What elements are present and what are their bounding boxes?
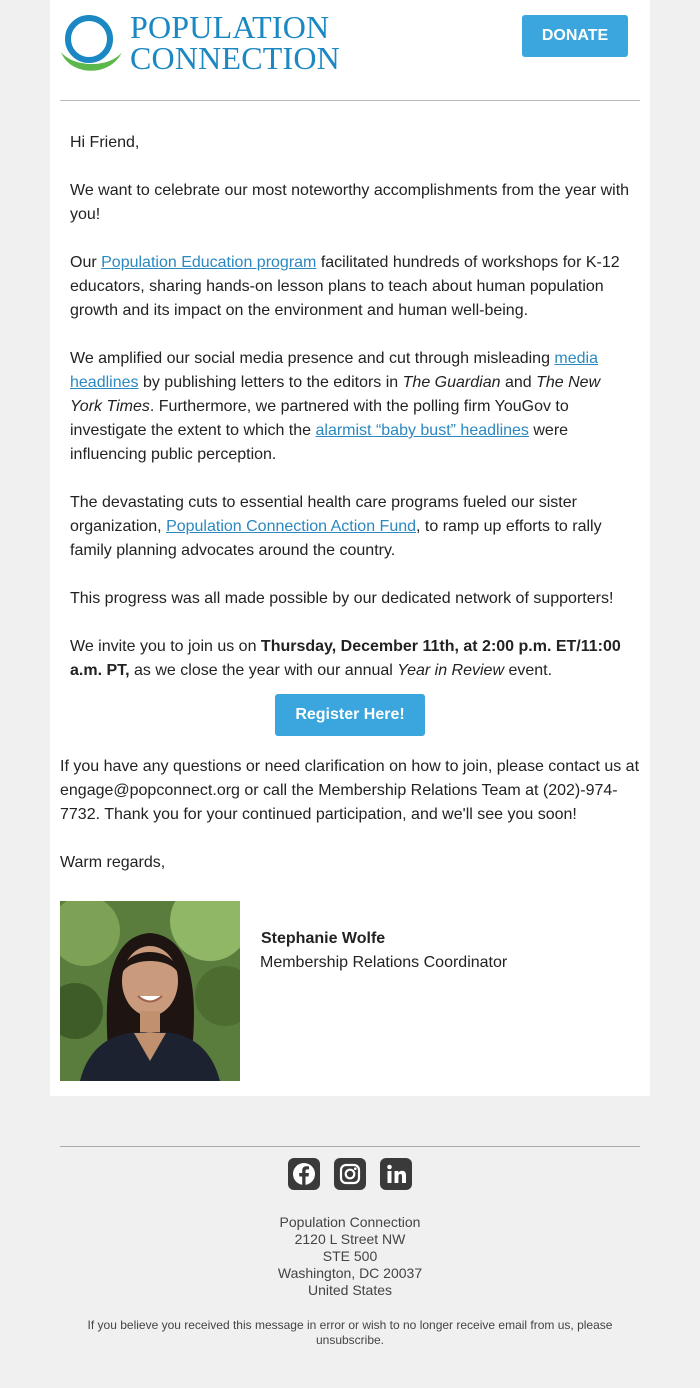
register-button[interactable]: Register Here! [275, 694, 425, 736]
logo-wordmark [130, 9, 340, 76]
text-span: . Furthermore, we partnered with the polling firm YouGov to investigate the extent to which the [70, 398, 569, 439]
paragraph-invite [70, 635, 636, 683]
logo-mark-icon [58, 12, 128, 78]
text-span: The devastating cuts to essential health care programs fueled our sister organization, [70, 494, 577, 535]
text-span: event. [504, 662, 553, 679]
baby-bust-headlines-link[interactable]: alarmist “baby bust” headlines [315, 422, 529, 439]
text-span: facilitated hundreds of workshops for K-12 educators, sharing hands-on lesson plans to teach about human population growth and its impact on the environment and human well-being. [70, 254, 620, 319]
address-line: Population Connection [279, 1214, 421, 1230]
text-span: , to ramp up efforts to rally family planning advocates around the country. [70, 518, 602, 559]
text-span: as we close the year with our annual [129, 662, 398, 679]
text-span: We amplified our social media presence and cut through misleading [70, 350, 555, 367]
event-name: Year in Review [397, 662, 504, 679]
facebook-icon[interactable] [288, 1158, 320, 1190]
text-span: and [500, 374, 537, 391]
address-line: United States [307, 1282, 393, 1298]
address-line: STE 500 [322, 1248, 378, 1264]
address-line: Washington, DC 20037 [277, 1265, 423, 1281]
paragraph-media [70, 347, 636, 467]
linkedin-icon[interactable] [380, 1158, 412, 1190]
media-headlines-link[interactable]: media headlines [70, 350, 598, 391]
event-datetime: Thursday, December 11th, at 2:00 p.m. ET/11:00 a.m. PT, [70, 638, 621, 679]
paragraph-education [70, 251, 636, 323]
population-connection-logo[interactable] [58, 10, 368, 80]
publication-guardian: The Guardian [402, 374, 501, 391]
paragraph-contact: If you have any questions or need clarification on how to join, please contact us at engage@popconnect.org or call the Membership Relations Team at (202)-974-7732. Thank you for your continued participation, and we'll see you soon! [60, 758, 640, 823]
header-divider [60, 100, 640, 101]
text-span: by publishing letters to the editors in [138, 374, 403, 391]
mailing-address [0, 1214, 700, 1299]
greeting: Hi Friend, [70, 134, 140, 151]
donate-button[interactable]: DONATE [522, 15, 628, 57]
paragraph-action-fund [70, 491, 636, 563]
address-line: 2120 L Street NW [294, 1231, 406, 1247]
logo-line-2: CONNECTION [130, 40, 340, 76]
footer-divider [60, 1146, 640, 1147]
paragraph-intro: We want to celebrate our most noteworthy accomplishments from the year with you! [70, 182, 630, 223]
population-education-link[interactable]: Population Education program [101, 254, 317, 271]
portrait-image [60, 901, 240, 1081]
text-span: We invite you to join us on [70, 638, 261, 655]
signature-title: Membership Relations Coordinator [260, 954, 508, 971]
signature-name: Stephanie Wolfe [261, 930, 386, 947]
text-span: Our [70, 254, 102, 271]
action-fund-link[interactable]: Population Connection Action Fund [166, 518, 417, 535]
paragraph-supporters: This progress was all made possible by our dedicated network of supporters! [70, 590, 614, 607]
signature-photo [60, 901, 240, 1081]
logo-line-1: POPULATION [130, 9, 330, 45]
instagram-icon[interactable] [334, 1158, 366, 1190]
publication-nyt: The New York Times [70, 374, 601, 415]
closing: Warm regards, [60, 854, 166, 871]
unsubscribe-disclaimer[interactable]: If you believe you received this message in error or wish to no longer receive email from us, please unsubscribe. [87, 1318, 613, 1347]
text-span: were influencing public perception. [70, 422, 569, 463]
